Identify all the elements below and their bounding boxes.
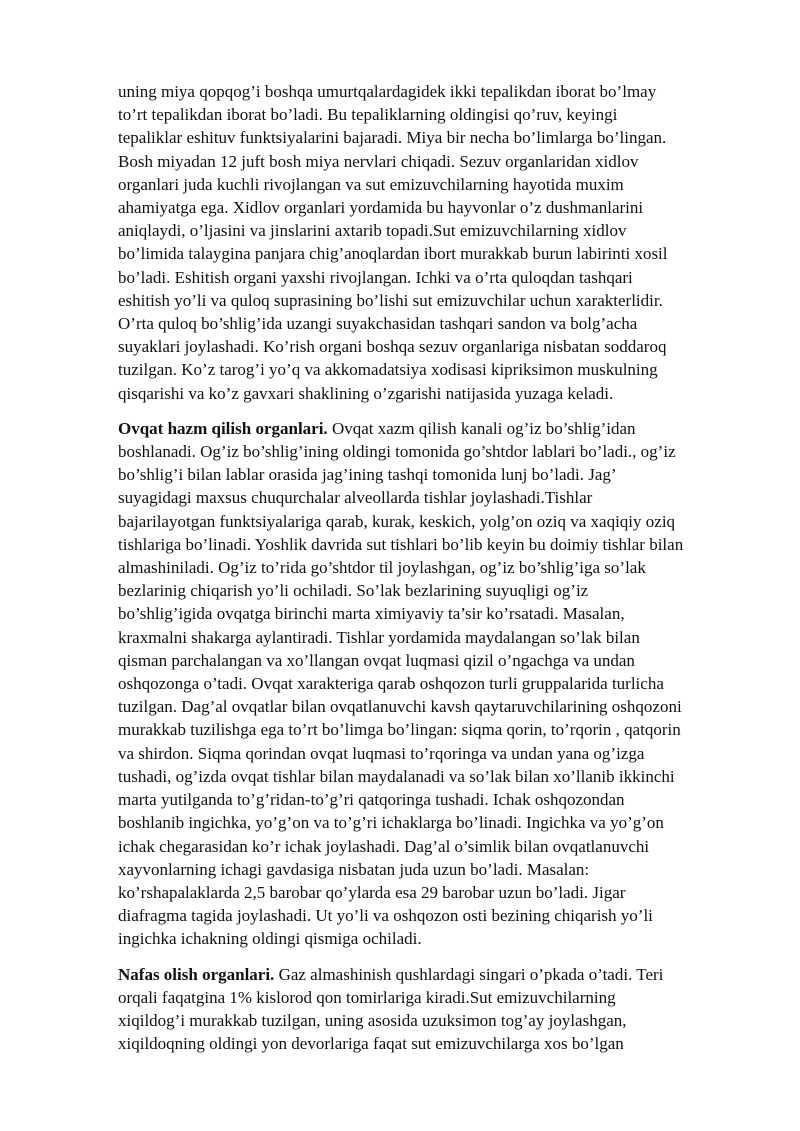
text-line: Bosh miyadan 12 juft bosh miya nervlari chiqadi. Sezuv organlaridan xidlov <box>118 151 639 171</box>
text-line: marta yutilganda to’g’ridan-to’g’ri qatqoringa tushadi. Ichak oshqozondan <box>118 790 625 810</box>
text-line: xiqildoqning oldingi yon devorlariga faqat sut emizuvchilarga xos bo’lgan <box>118 1034 624 1054</box>
text-line: suyagidagi maxsus chuqurchalar alveollarda tishlar joylashadi.Tishlar <box>118 488 593 508</box>
text-line: tuzilgan. Ko’z tarog’i yo’q va akkomadatsiya xodisasi kipriksimon muskulning <box>118 360 658 380</box>
text-line: ingichka ichakning oldingi qismiga ochiladi. <box>118 929 422 949</box>
text-run: Ovqat xazm qilish kanali og’iz bo’shlig’idan <box>327 418 636 438</box>
text-line: bezlarinig chiqarish yo’li ochiladi. So’lak bezlarining suyuqligi og’iz <box>118 581 589 601</box>
text-line: eshitish yo’li va quloq suprasining bo’lishi sut emizuvchilar uchun xarakterlidir. <box>118 290 663 310</box>
text-line: ko’rshapalaklarda 2,5 barobar qo’ylarda esa 29 barobar uzun bo’ladi. Jigar <box>118 882 626 902</box>
text-line: murakkab tuzilishga ega to’rt bo’limga bo’lingan: siqma qorin, to’rqorin , qatqorin <box>118 720 681 740</box>
text-line: boshlanib ingichka, yo’g’on va to’g’ri ichaklarga bo’linadi. Ingichka va yo’g’on <box>118 813 664 833</box>
text-line: O’rta quloq bo’shlig’ida uzangi suyakchasidan tashqari sandon va bolg’acha <box>118 314 638 334</box>
paragraph-nervous-system <box>118 80 730 405</box>
text-line <box>118 963 730 986</box>
text-line: kraxmalni shakarga aylantiradi. Tishlar yordamida maydalangan so’lak bilan <box>118 627 640 647</box>
paragraph-digestive-organs <box>118 417 730 951</box>
text-line: almashiniladi. Og’iz to’rida go’shtdor til joylashgan, og’iz bo’shlig’iga so’lak <box>118 558 646 578</box>
text-line: tishlariga bo’linadi. Yoshlik davrida sut tishlari bo’lib keyin bu doimiy tishlar bilan <box>118 534 684 554</box>
text-line: oshqozonga o’tadi. Ovqat xarakteriga qarab oshqozon turli gruppalarida turlicha <box>118 674 664 694</box>
text-line: qisman parchalangan va xo’llangan ovqat luqmasi qizil o’ngachga va undan <box>118 650 635 670</box>
text-line <box>118 417 730 440</box>
text-line: xiqildog’i murakkab tuzilgan, uning asosida uzuksimon tog’ay joylashgan, <box>118 1010 627 1030</box>
text-line: bo’shlig’i bilan lablar orasida jag’ining tashqi tomonida lunj bo’ladi. Jag’ <box>118 465 617 485</box>
text-line: xayvonlarning ichagi gavdasiga nisbatan juda uzun bo’ladi. Masalan: <box>118 859 590 879</box>
text-line: va shirdon. Siqma qorindan ovqat luqmasi to’rqoringa va undan yana og’izga <box>118 743 645 763</box>
text-line: ichak chegarasidan ko’r ichak joylashadi. Dag’al o’simlik bilan ovqatlanuvchi <box>118 836 650 856</box>
text-line: to’rt tepalikdan iborat bo’ladi. Bu tepaliklarning oldingisi qo’ruv, keyingi <box>118 105 618 125</box>
text-line: tushadi, og’izda ovqat tishlar bilan maydalanadi va so’lak bilan xo’llanib ikkinchi <box>118 766 675 786</box>
text-line: tuzilgan. Dag’al ovqatlar bilan ovqatlanuvchi kavsh qaytaruvchilarining oshqozoni <box>118 697 682 717</box>
text-line: qisqarishi va ko’z gavxari shaklining o’zgarishi natijasida yuzaga keladi. <box>118 383 614 403</box>
text-line: orqali faqatgina 1% kislorod qon tomirlariga kiradi.Sut emizuvchilarning <box>118 987 616 1007</box>
text-run: Gaz almashinish qushlardagi singari o’pkada o’tadi. Teri <box>274 964 664 984</box>
text-line: bajarilayotgan funktsiyalariga qarab, kurak, keskich, yolg’on oziq va xaqiqiy oziq <box>118 511 676 531</box>
text-line: ahamiyatga ega. Xidlov organlari yordamida bu hayvonlar o’z dushmanlarini <box>118 198 644 218</box>
paragraph-respiratory-organs <box>118 963 730 1056</box>
section-heading: Nafas olish organlari. <box>118 964 275 984</box>
text-line: organlari juda kuchli rivojlangan va sut emizuvchilarning hayotida muxim <box>118 174 624 194</box>
text-line: tepaliklar eshituv funktsiyalarini bajaradi. Miya bir necha bo’limlarga bo’lingan. <box>118 128 667 148</box>
text-line: bo’ladi. Eshitish organi yaxshi rivojlangan. Ichki va o’rta quloqdan tashqari <box>118 267 633 287</box>
text-line: bo’shlig’igida ovqatga birinchi marta ximiyaviy ta’sir ko’rsatadi. Masalan, <box>118 604 625 624</box>
text-line: diafragma tagida joylashadi. Ut yo’li va oshqozon osti bezining chiqarish yo’li <box>118 906 653 926</box>
text-line: boshlanadi. Og’iz bo’shlig’ining oldingi tomonida go’shtdor lablari bo’ladi., og’iz <box>118 442 676 462</box>
text-line: uning miya qopqog’i boshqa umurtqalardagidek ikki tepalikdan iborat bo’lmay <box>118 82 657 101</box>
section-heading: Ovqat hazm qilish organlari. <box>118 418 328 438</box>
text-line: suyaklari joylashadi. Ko’rish organi boshqa sezuv organlariga nisbatan soddaroq <box>118 337 667 357</box>
text-line: bo’limida talaygina panjara chig’anoqlardan ibort murakkab burun labirinti xosil <box>118 244 668 264</box>
text-line: aniqlaydi, o’ljasini va jinslarini axtarib topadi.Sut emizuvchilarning xidlov <box>118 221 627 241</box>
